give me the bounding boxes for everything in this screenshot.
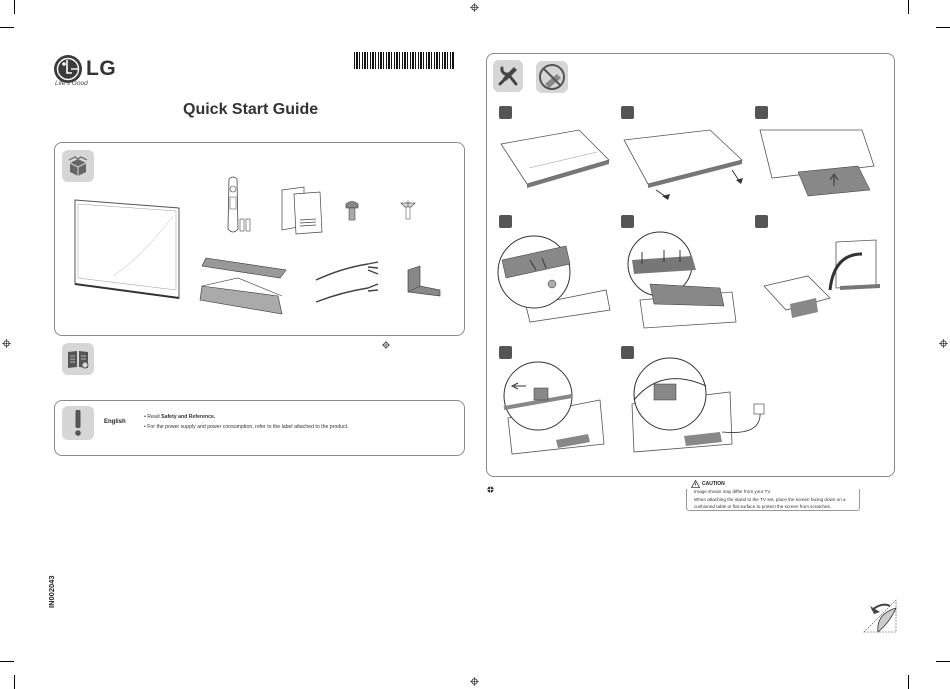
step-6-marker	[755, 215, 768, 228]
note-text: • For the power supply and power consumption, refer to the label attached to the product.	[144, 424, 349, 430]
language-label: English	[104, 419, 126, 425]
page-turn-icon	[862, 598, 898, 634]
registration-mark-icon	[2, 339, 11, 348]
crop-mark	[14, 0, 15, 14]
registration-mark-icon	[382, 341, 390, 349]
caution-line: cushioned table or flat surface to protect the screen from scratches.	[694, 504, 832, 509]
step-1-marker	[499, 106, 512, 119]
note-bold-text: Safety and Reference.	[161, 414, 216, 420]
crop-mark	[14, 675, 15, 689]
step-1-illustration	[499, 126, 611, 196]
crop-mark	[908, 675, 909, 689]
step-2-marker	[621, 106, 634, 119]
crop-mark	[0, 27, 14, 28]
barcode	[354, 52, 454, 69]
step-3-marker	[755, 106, 768, 119]
tools-icon	[493, 60, 523, 92]
wall-bracket-illustration	[404, 264, 444, 300]
caution-line: When attaching the stand to the TV set, place the screen facing down on a	[694, 497, 846, 502]
step-7-illustration	[496, 360, 618, 460]
stand-parts-illustration	[198, 256, 288, 318]
brand-slogan: Life's Good	[55, 80, 88, 87]
caution-header	[691, 480, 727, 488]
manual-icon	[62, 343, 94, 375]
step-2-illustration	[622, 126, 746, 202]
step-8-illustration	[622, 356, 772, 460]
page-title: Quick Start Guide	[183, 101, 319, 118]
screw-flat-illustration	[400, 200, 416, 222]
note-text: • Read	[144, 414, 162, 420]
notice-notes	[144, 412, 349, 432]
lg-wordmark: LG	[86, 57, 117, 80]
step-4-illustration	[496, 230, 611, 330]
box-icon	[62, 150, 94, 182]
registration-mark-icon	[939, 339, 948, 348]
crop-mark	[0, 661, 14, 662]
step-4-marker	[499, 215, 512, 228]
step-5-marker	[621, 215, 634, 228]
exclamation-icon	[62, 406, 94, 440]
registration-mark-icon	[470, 677, 479, 686]
step-7-marker	[499, 346, 512, 359]
cables-illustration	[312, 258, 384, 306]
step-5-illustration	[620, 230, 740, 334]
document-id: IN002043	[47, 575, 56, 608]
registration-mark-icon	[486, 485, 495, 494]
caution-line: Image shown may differ from your TV	[694, 489, 771, 494]
screw-large-illustration	[344, 200, 360, 222]
caution-title: CAUTION	[702, 481, 725, 487]
no-tool-icon	[535, 60, 569, 94]
manuals-illustration	[280, 186, 326, 236]
crop-mark	[936, 27, 950, 28]
registration-mark-icon	[470, 3, 479, 12]
step-3-illustration	[758, 126, 878, 198]
magic-remote-illustration	[220, 175, 256, 237]
tv-panel-illustration	[73, 196, 183, 300]
warning-triangle-icon	[691, 480, 700, 488]
crop-mark	[908, 0, 909, 14]
step-6-illustration	[760, 236, 886, 322]
crop-mark	[936, 661, 950, 662]
